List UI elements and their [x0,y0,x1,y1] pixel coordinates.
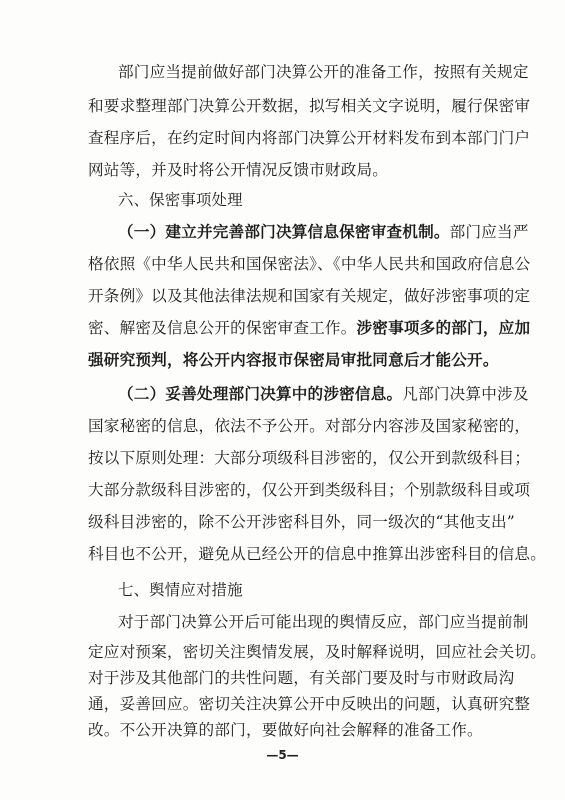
section6-item1-line1 [118,222,529,242]
section7-line2: 定应对预案，密切关注舆情发展，及时解释说明，回应社会关切。 [88,643,547,661]
section7-line3: 对于涉及其他部门的共性问题，有关部门要及时与市财政局沟 [88,669,515,687]
section6-item2-line1 [118,384,529,404]
section7-heading: 七、舆情应对措施 [118,581,243,599]
section6-item2-line6: 科目也不公开，避免从已经公开的信息中推算出涉密科目的信息。 [88,545,547,563]
section6-item1-line2: 格依照《中华人民共和国保密法》、《中华人民共和国政府信息公 [88,255,531,273]
paragraph1-line1: 部门应当提前做好部门决算公开的准备工作，按照有关规定 [118,63,529,81]
section7-line1: 对于部门决算公开后可能出现的舆情反应，部门应当提前制 [118,613,529,631]
paragraph1-line4: 网站等，并及时将公开情况反馈市财政局。 [88,161,389,179]
paragraph1-line3: 查程序后，在约定时间内将部门决算公开材料发布到本部门门户 [88,129,531,147]
section6-item2-line2: 国家秘密的信息，依法不予公开。对部分内容涉及国家秘密的， [88,417,531,435]
section6-item2-line3: 按以下原则处理：大部分项级科目涉密的，仅公开到款级科目； [88,449,531,467]
section6-item1-line5: 强研究预判，将公开内容报市保密局审批同意后才能公开。 [88,350,499,369]
section6-item1-line1-rest: 部门应当严 [449,223,529,241]
section6-item1-line4 [88,318,530,338]
section6-item2-line1-rest: 凡部门决算中涉及 [402,385,529,403]
section6-heading: 六、保密事项处理 [118,191,243,209]
section6-item1-line4-bold: 涉密事项多的部门，应加 [356,318,531,337]
section6-item1-line4-normal: 密、解密及信息公开的保密审查工作。 [88,319,357,337]
paragraph1-line2: 和要求整理部门决算公开数据，拟写相关文字说明，履行保密审 [88,97,531,115]
section7-line5: 改。不公开决算的部门，要做好向社会解释的准备工作。 [88,721,483,739]
section6-item2-line4: 大部分款级科目涉密的，仅公开到类级科目；个别款级科目或项 [88,481,531,499]
page-number: —5— [266,748,299,762]
section7-line4: 通，妥善回应。密切关注决算公开中反映出的问题，认真研究整 [88,695,531,713]
section6-item2-title: （二）妥善处理部门决算中的涉密信息。 [118,384,403,403]
section6-item2-line5: 级科目涉密的，除不公开涉密科目外，同一级次的“其他支出” [88,513,515,531]
section6-item1-title: （一）建立并完善部门决算信息保密审查机制。 [118,222,450,241]
section6-item1-line3: 开条例》以及其他法律法规和国家有关规定，做好涉密事项的定 [88,287,531,305]
